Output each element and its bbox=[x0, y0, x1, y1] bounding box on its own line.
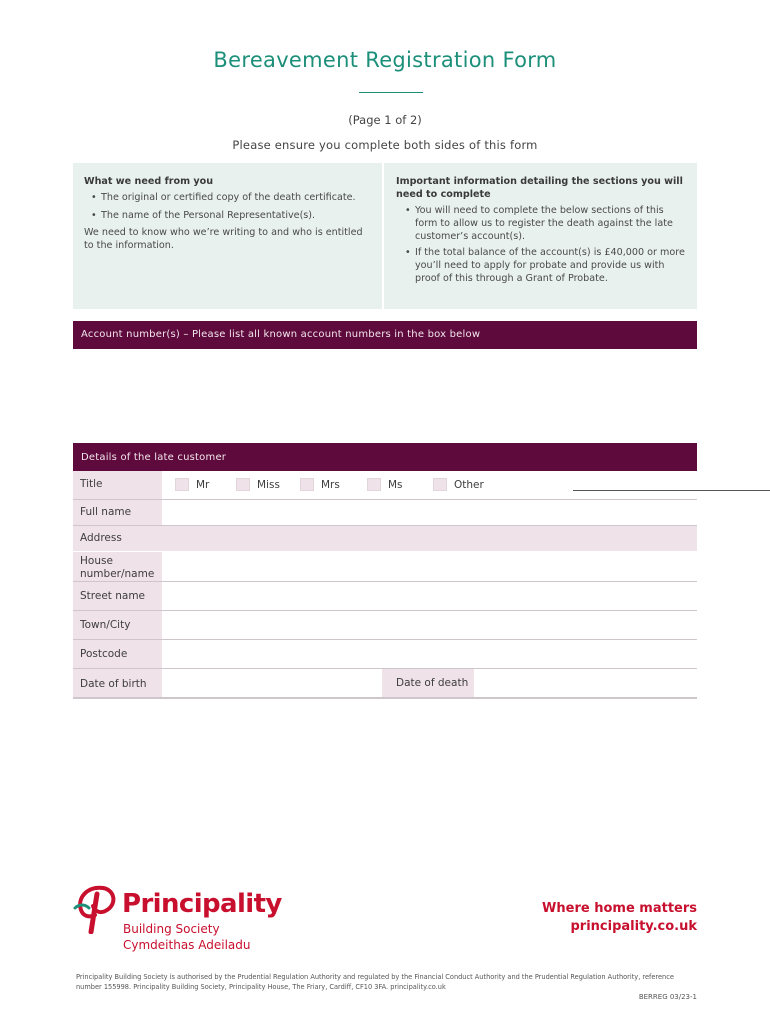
list-item: • The name of the Personal Representative(s). bbox=[84, 209, 372, 222]
brand-name: Principality bbox=[122, 889, 282, 919]
town-row bbox=[73, 611, 697, 640]
postcode-row bbox=[73, 640, 697, 669]
title-option-other[interactable] bbox=[433, 478, 484, 491]
title-option-ms[interactable] bbox=[367, 478, 403, 491]
title-option-mr[interactable] bbox=[175, 478, 209, 491]
title-options bbox=[162, 471, 697, 499]
instruction-text: Please ensure you complete both sides of this form bbox=[232, 138, 538, 152]
street-label: Street name bbox=[73, 582, 162, 610]
info-right-heading: Important information detailing the sections you will need to complete bbox=[396, 176, 683, 200]
principality-mark-icon bbox=[73, 882, 121, 934]
list-item: • If the total balance of the account(s) is £40,000 or more you’ll need to apply for probate and provide us with proof of this through a Grant of Probate. bbox=[396, 246, 687, 285]
option-label: Ms bbox=[388, 478, 403, 491]
postcode-label: Postcode bbox=[73, 640, 162, 668]
dob-label: Date of birth bbox=[73, 669, 162, 697]
checkbox[interactable] bbox=[367, 478, 381, 491]
title-label: Title bbox=[73, 471, 162, 499]
option-label: Miss bbox=[257, 478, 280, 491]
list-item: • You will need to complete the below sections of this form to allow us to register the death against the late customer’s account(s). bbox=[396, 204, 687, 243]
info-left-heading: What we need from you bbox=[84, 176, 214, 187]
title-row bbox=[73, 471, 697, 500]
title-option-miss[interactable] bbox=[236, 478, 280, 491]
address-label: Address bbox=[80, 532, 122, 544]
late-customer-header: Details of the late customer bbox=[73, 443, 697, 471]
option-label: Mr bbox=[196, 478, 210, 491]
page-title: Bereavement Registration Form bbox=[213, 48, 557, 72]
brand-tagline: Where home matters bbox=[542, 901, 697, 916]
page-indicator: (Page 1 of 2) bbox=[348, 113, 422, 127]
checkbox[interactable] bbox=[300, 478, 314, 491]
list-item: • The original or certified copy of the death certificate. bbox=[84, 191, 372, 204]
brand-website-link[interactable]: principality.co.uk bbox=[570, 919, 697, 934]
town-label: Town/City bbox=[73, 611, 162, 639]
dod-label: Date of death bbox=[382, 669, 474, 697]
house-row bbox=[73, 552, 697, 582]
form-reference: BERREG 03/23-1 bbox=[638, 993, 697, 1001]
street-row bbox=[73, 582, 697, 611]
info-panel bbox=[73, 163, 697, 309]
info-left-list bbox=[84, 191, 372, 222]
full-name-label: Full name bbox=[73, 500, 162, 525]
street-field[interactable] bbox=[162, 582, 697, 610]
other-title-input[interactable] bbox=[573, 490, 770, 491]
town-field[interactable] bbox=[162, 611, 697, 639]
info-what-we-need bbox=[73, 163, 384, 309]
dates-row bbox=[73, 669, 697, 699]
brand-subtitle-welsh: Cymdeithas Adeiladu bbox=[123, 938, 251, 952]
postcode-field[interactable] bbox=[162, 640, 697, 668]
dod-field[interactable] bbox=[474, 669, 697, 697]
address-row bbox=[73, 526, 697, 552]
info-important bbox=[384, 163, 697, 309]
brand-tagline-block bbox=[542, 900, 697, 936]
house-label: House number/name bbox=[73, 552, 162, 581]
title-underline bbox=[359, 92, 423, 93]
info-left-paragraph: We need to know who we’re writing to and who is entitled to the information. bbox=[84, 227, 363, 251]
option-label: Other bbox=[454, 478, 484, 491]
checkbox[interactable] bbox=[175, 478, 189, 491]
info-right-list bbox=[396, 204, 687, 285]
house-field[interactable] bbox=[162, 552, 697, 581]
title-option-mrs[interactable] bbox=[300, 478, 340, 491]
checkbox[interactable] bbox=[433, 478, 447, 491]
dob-field[interactable] bbox=[162, 669, 382, 697]
checkbox[interactable] bbox=[236, 478, 250, 491]
brand-subtitle-english: Building Society bbox=[123, 922, 220, 936]
full-name-field[interactable] bbox=[162, 500, 697, 525]
late-customer-form bbox=[73, 471, 697, 699]
principality-logo bbox=[73, 882, 293, 954]
account-numbers-header: Account number(s) – Please list all known account numbers in the box below bbox=[73, 321, 697, 349]
regulatory-footer: Principality Building Society is authorised by the Prudential Regulation Authority and regulated by the Financial Conduct Authority and the Prudential Regulation Authority, reference number 155998. Principality Building Society, Principality House, The Friary, Cardiff, CF10 3FA. principality.co.uk bbox=[76, 973, 674, 991]
account-numbers-field[interactable] bbox=[73, 349, 697, 439]
full-name-row bbox=[73, 500, 697, 526]
option-label: Mrs bbox=[321, 478, 340, 491]
